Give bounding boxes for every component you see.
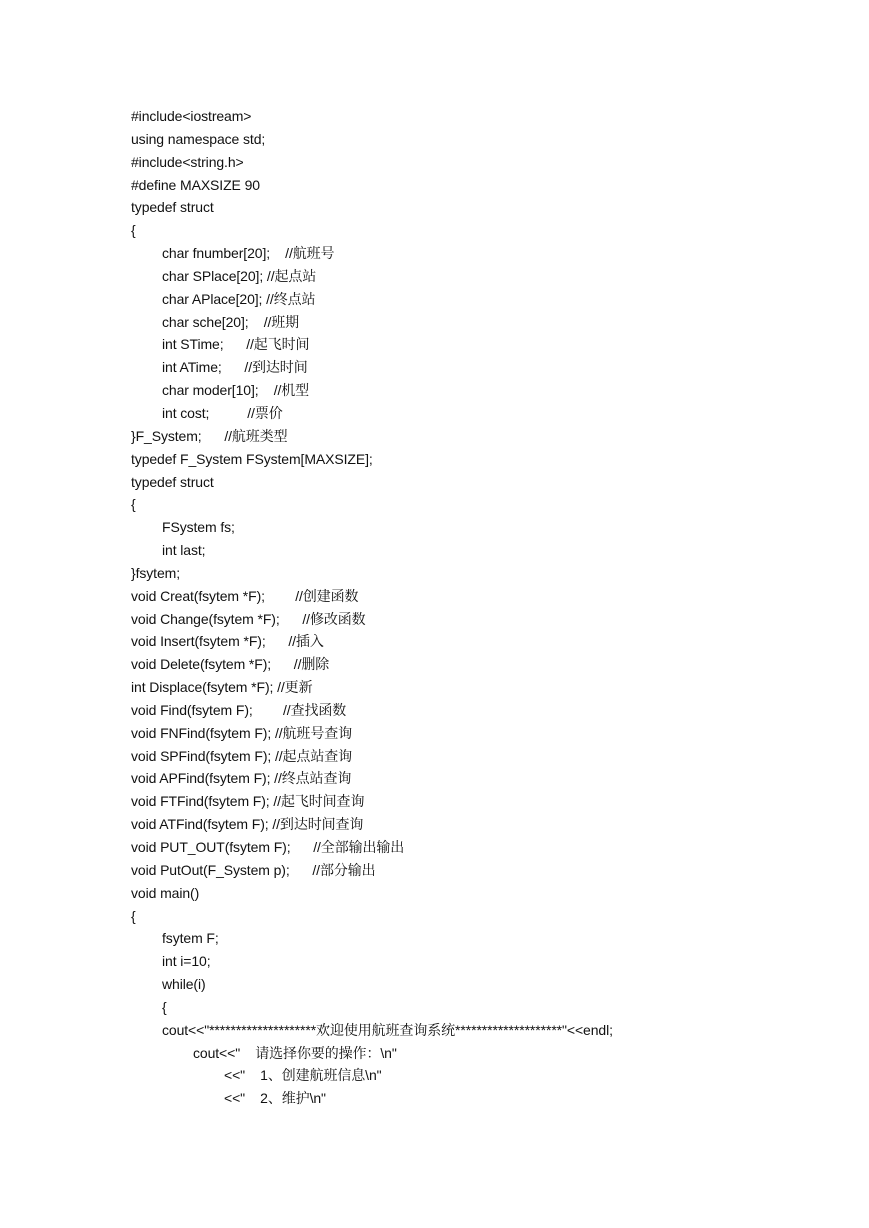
code-line: FSystem fs; bbox=[162, 519, 235, 536]
code-line: void Delete(fsytem *F); //删除 bbox=[131, 656, 330, 673]
code-line: char APlace[20]; //终点站 bbox=[162, 290, 316, 307]
code-line: void Change(fsytem *F); //修改函数 bbox=[131, 610, 366, 627]
code-line: void SPFind(fsytem F); //起点站查询 bbox=[131, 747, 353, 764]
code-line: void Creat(fsytem *F); //创建函数 bbox=[131, 587, 359, 604]
code-line: void FTFind(fsytem F); //起飞时间查询 bbox=[131, 793, 365, 810]
code-line: char moder[10]; //机型 bbox=[162, 382, 310, 399]
code-line: { bbox=[162, 998, 167, 1015]
code-line: void main() bbox=[131, 884, 200, 901]
code-line: void Insert(fsytem *F); //插入 bbox=[131, 633, 324, 650]
code-line: <<" 1、创建航班信息\n" bbox=[224, 1067, 382, 1084]
code-line: void FNFind(fsytem F); //航班号查询 bbox=[131, 724, 353, 741]
code-line: cout<<"********************欢迎使用航班查询系统********************"<<endl; bbox=[162, 1021, 613, 1038]
code-line: void PutOut(F_System p); //部分输出 bbox=[131, 861, 376, 878]
code-line: <<" 2、维护\n" bbox=[224, 1090, 326, 1107]
code-line: char SPlace[20]; //起点站 bbox=[162, 267, 317, 284]
code-line: { bbox=[131, 222, 136, 239]
code-line: }fsytem; bbox=[131, 564, 180, 581]
code-line: #include<string.h> bbox=[131, 153, 244, 170]
code-line: int ATime; //到达时间 bbox=[162, 359, 308, 376]
code-line: void PUT_OUT(fsytem F); //全部输出输出 bbox=[131, 839, 405, 855]
code-line: typedef struct bbox=[131, 199, 214, 216]
code-line: char sche[20]; //班期 bbox=[162, 313, 300, 330]
code-line: while(i) bbox=[162, 976, 206, 993]
code-line: int cost; //票价 bbox=[162, 404, 283, 421]
code-line: cout<<" 请选择你要的操作：\n" bbox=[193, 1044, 397, 1061]
code-line: #define MAXSIZE 90 bbox=[131, 176, 260, 193]
code-line: int STime; //起飞时间 bbox=[162, 336, 310, 353]
code-line: typedef F_System FSystem[MAXSIZE]; bbox=[131, 450, 373, 467]
code-line: fsytem F; bbox=[162, 930, 219, 947]
code-line: #include<iostream> bbox=[131, 108, 252, 124]
code-line: void Find(fsytem F); //查找函数 bbox=[131, 701, 347, 718]
code-line: int i=10; bbox=[162, 953, 211, 970]
code-line: typedef struct bbox=[131, 473, 214, 490]
code-line: void APFind(fsytem F); //终点站查询 bbox=[131, 770, 352, 787]
code-line: int last; bbox=[162, 542, 206, 559]
code-line: { bbox=[131, 496, 136, 513]
code-line: void ATFind(fsytem F); //到达时间查询 bbox=[131, 816, 364, 833]
code-line: using namespace std; bbox=[131, 130, 266, 147]
code-line: int Displace(fsytem *F); //更新 bbox=[131, 679, 313, 696]
code-line: { bbox=[131, 907, 136, 924]
code-line: }F_System; //航班类型 bbox=[131, 427, 288, 444]
code-listing bbox=[131, 105, 831, 1110]
code-line: char fnumber[20]; //航班号 bbox=[162, 245, 335, 262]
